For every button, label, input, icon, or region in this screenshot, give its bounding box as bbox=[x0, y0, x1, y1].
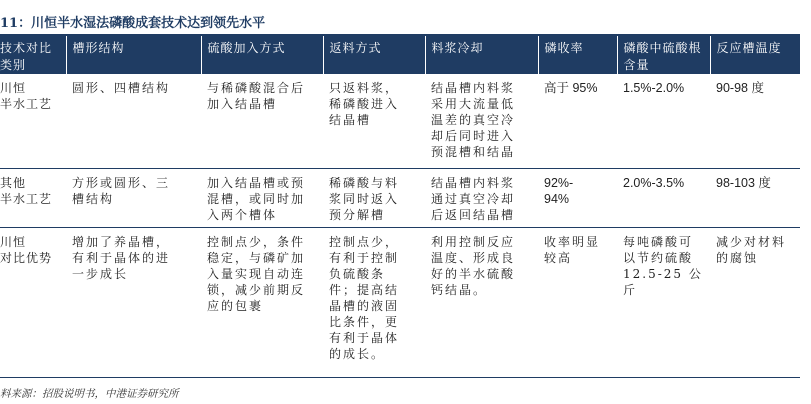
source-note: 料来源：招股说明书，中港证券研究所 bbox=[0, 388, 179, 400]
cell-slurry-cooling: 利用控制反应 温度、形成良 好的半水硫酸 钙结晶。 bbox=[431, 234, 516, 297]
table-title: 11：川恒半水湿法磷酸成套技术达到领先水平 bbox=[0, 16, 266, 31]
cell-category: 川恒 半水工艺 bbox=[0, 81, 53, 111]
cell-slurry-cooling: 结晶槽内料浆 采用大流量低 温差的真空冷 却后同时进入 预混槽和结晶 bbox=[431, 81, 516, 159]
table-row bbox=[0, 74, 800, 168]
cell-sulfuric-acid-addition: 加入结晶槽或预 混槽，或同时加 入两个槽体 bbox=[207, 175, 306, 222]
cell-phosphorus-yield: 收率明显 较高 bbox=[544, 234, 601, 265]
header-row bbox=[0, 36, 800, 74]
cell-sulfate-content: 2.0%-3.5% bbox=[623, 175, 685, 190]
header-slurry-cooling: 料浆冷却 bbox=[425, 36, 538, 74]
table-header bbox=[0, 36, 800, 74]
header-tank-structure: 槽形结构 bbox=[66, 36, 201, 74]
cell-return-method: 稀磷酸与料 浆同时返入 预分解槽 bbox=[329, 175, 400, 222]
cell-sulfate-content: 1.5%-2.0% bbox=[623, 81, 685, 95]
cell-phosphorus-yield: 高于 95% bbox=[544, 81, 598, 95]
cell-reaction-temperature: 减少对材料 的腐蚀 bbox=[716, 234, 787, 265]
header-phosphorus-yield: 磷收率 bbox=[538, 36, 617, 74]
header-reaction-temperature: 反应槽温度 bbox=[710, 36, 800, 74]
cell-sulfuric-acid-addition: 控制点少，条件 稳定，与磷矿加 入量实现自动连 锁，减少前期反 应的包裹 bbox=[207, 234, 306, 313]
comparison-table bbox=[0, 36, 800, 378]
cell-category: 其他 半水工艺 bbox=[0, 175, 53, 206]
cell-slurry-cooling: 结晶槽内料浆 通过真空冷却 后返回结晶槽 bbox=[431, 175, 516, 222]
cell-return-method: 只返料浆， 稀磷酸进入 结晶槽 bbox=[329, 81, 400, 127]
table-row bbox=[0, 168, 800, 227]
cell-tank-structure: 方形或圆形、三 槽结构 bbox=[72, 175, 171, 206]
cell-phosphorus-yield: 92%- 94% bbox=[544, 175, 574, 206]
cell-sulfate-content: 每吨磷酸可 以节约硫酸 12.5-25 公 斤 bbox=[623, 234, 703, 297]
header-sulfate-content: 磷酸中硫酸根含量 bbox=[617, 36, 710, 74]
cell-reaction-temperature: 90-98 度 bbox=[716, 81, 764, 95]
header-return-method: 返料方式 bbox=[323, 36, 425, 74]
cell-return-method: 控制点少， 有利于控制 负硫酸条 件；提高结 晶槽的液固 比条件，更 有利于晶体 的成长。 bbox=[329, 234, 400, 361]
cell-tank-structure: 圆形、四槽结构 bbox=[72, 81, 171, 95]
cell-tank-structure: 增加了养晶槽， 有利于晶体的进 一步成长 bbox=[72, 234, 171, 281]
header-sulfuric-acid-addition: 硫酸加入方式 bbox=[201, 36, 323, 74]
cell-sulfuric-acid-addition: 与稀磷酸混合后 加入结晶槽 bbox=[207, 81, 306, 111]
cell-category: 川恒 对比优势 bbox=[0, 234, 53, 265]
header-category: 技术对比 类别 bbox=[0, 41, 53, 72]
cell-reaction-temperature: 98-103 度 bbox=[716, 175, 771, 190]
table-row bbox=[0, 227, 800, 377]
